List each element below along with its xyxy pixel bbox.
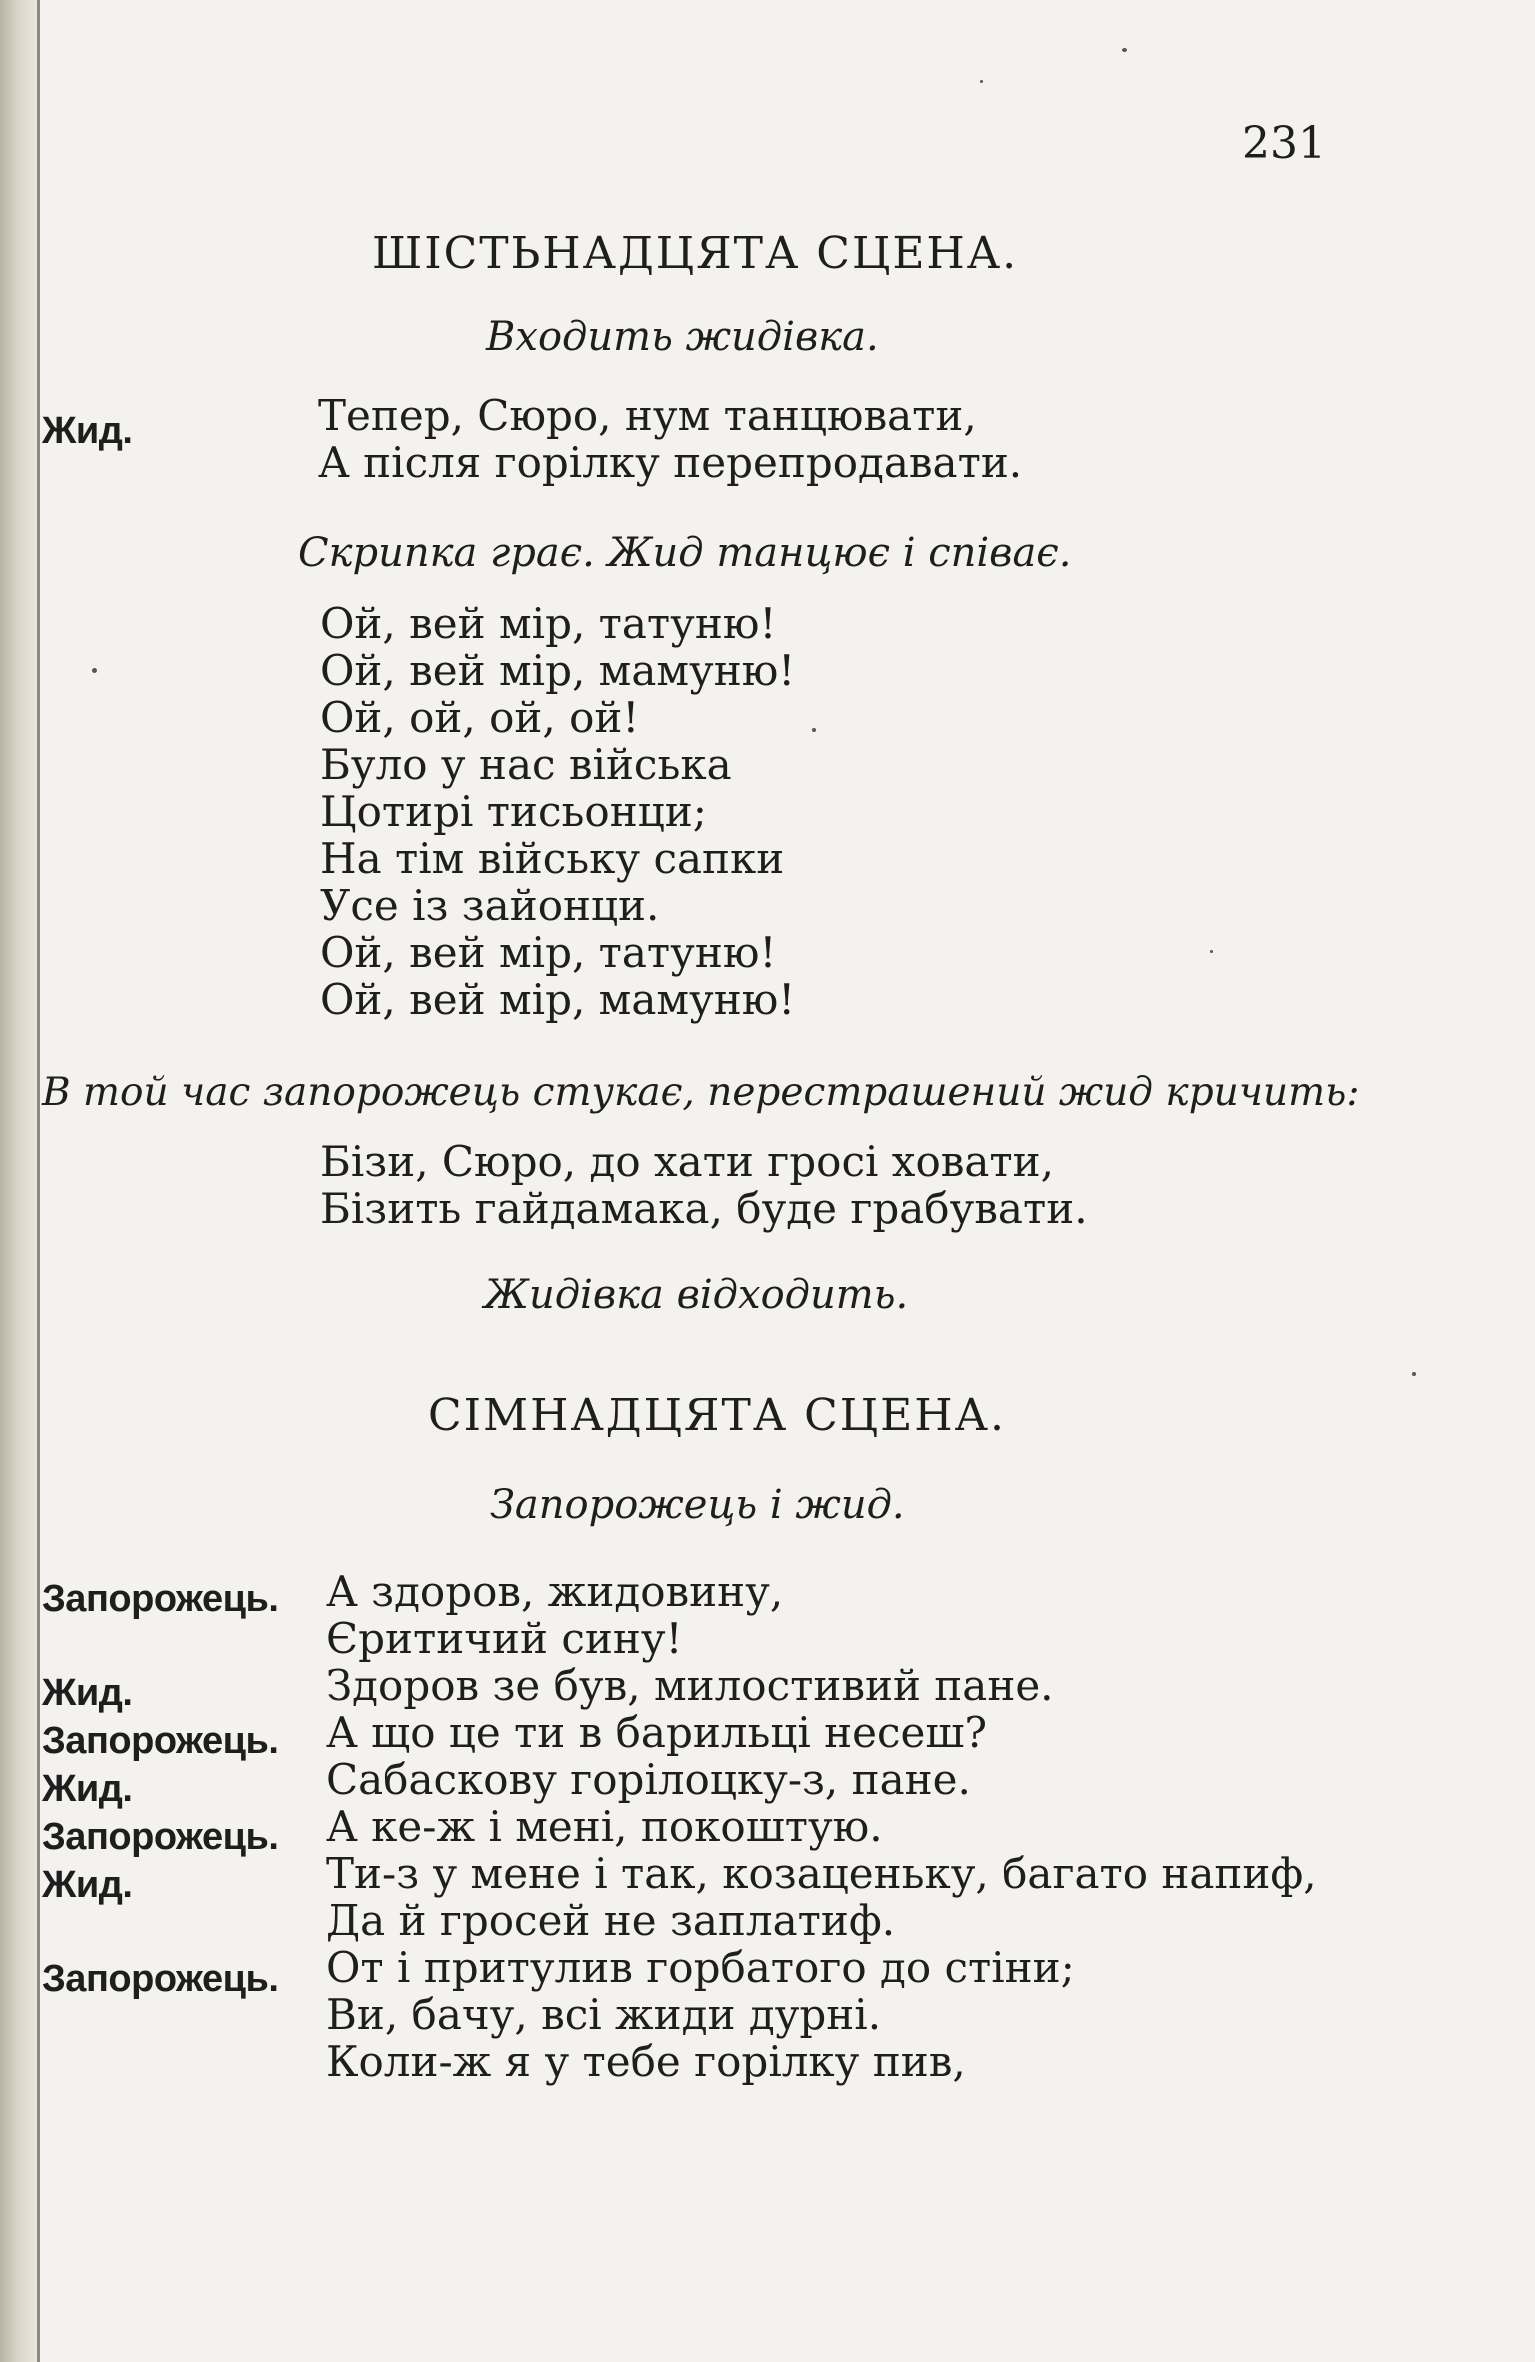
song-line: Ой, вей мір, мамуню! bbox=[320, 646, 796, 695]
speech-block bbox=[326, 1568, 783, 1662]
speech-block bbox=[326, 1662, 1054, 1709]
verse-line: Да й гросей не заплатиф. bbox=[326, 1896, 896, 1945]
verse-line: Здоров зе був, милостивий пане. bbox=[326, 1661, 1054, 1710]
verse-line: А що це ти в барильці несеш? bbox=[326, 1708, 987, 1757]
speaker-label: Запорожець. bbox=[42, 1578, 279, 1620]
song-line: Ой, ой, ой, ой! bbox=[320, 693, 640, 742]
song-block bbox=[320, 600, 795, 1023]
speck bbox=[1122, 48, 1127, 52]
speech-block bbox=[326, 1803, 883, 1850]
song-line: Ой, вей мір, мамуню! bbox=[320, 975, 796, 1024]
speaker-label: Запорожець. bbox=[42, 1816, 279, 1858]
song-line: Усе із зайонци. bbox=[320, 881, 660, 930]
speck bbox=[812, 728, 816, 732]
speck bbox=[1210, 950, 1213, 953]
verse-line: А після горілку перепродавати. bbox=[318, 438, 1023, 487]
verse-line: Сабаскову горілоцку-з, пане. bbox=[326, 1755, 971, 1804]
speck bbox=[980, 80, 983, 83]
scene-17-title: СІМНАДЦЯТА СЦЕНА. bbox=[428, 1390, 1006, 1441]
verse-line: Тепер, Сюро, нум танцювати, bbox=[318, 391, 977, 440]
verse-line: Ви, бачу, всі жиди дурні. bbox=[326, 1990, 882, 2039]
stage-direction-knock: В той час запорожець стукає, перестрашений жид кричить: bbox=[42, 1070, 1360, 1115]
speaker-label: Жид. bbox=[42, 1672, 133, 1714]
stage-direction-exit: Жидівка відходить. bbox=[484, 1272, 909, 1318]
song-line: Було у нас війська bbox=[320, 740, 732, 789]
verse-line: Бізи, Сюро, до хати гросі ховати, bbox=[320, 1137, 1054, 1186]
speech-block bbox=[326, 1944, 1075, 2085]
verse-line: А ке-ж і мені, покоштую. bbox=[326, 1802, 883, 1851]
verse-line: Ти-з у мене і так, козаценьку, багато напиф, bbox=[326, 1849, 1317, 1898]
song-line: Цотирі тисьонци; bbox=[320, 787, 707, 836]
speaker-label: Жид. bbox=[42, 410, 133, 452]
speaker-label: Запорожець. bbox=[42, 1720, 279, 1762]
page-number: 231 bbox=[1242, 118, 1326, 169]
verse-line: Коли-ж я у тебе горілку пив, bbox=[326, 2037, 966, 2086]
scene-16-title: ШІСТЬНАДЦЯТА СЦЕНА. bbox=[372, 228, 1019, 279]
speech-block bbox=[318, 392, 1022, 486]
speech-block bbox=[326, 1709, 987, 1756]
stage-direction-enter: Запорожець і жид. bbox=[490, 1482, 905, 1528]
book-gutter bbox=[0, 0, 38, 2362]
speaker-label: Жид. bbox=[42, 1864, 133, 1906]
song-line: Ой, вей мір, татуню! bbox=[320, 599, 777, 648]
stage-direction-music: Скрипка грає. Жид танцює і співає. bbox=[298, 530, 1072, 576]
verse-line: Єритичий сину! bbox=[326, 1614, 683, 1663]
verse-line: Бізить гайдамака, буде грабувати. bbox=[320, 1184, 1088, 1233]
speck bbox=[1412, 1372, 1416, 1376]
verse-line: А здоров, жидовину, bbox=[326, 1567, 784, 1616]
stage-direction-enter: Входить жидівка. bbox=[486, 314, 879, 360]
song-line: На тім війську сапки bbox=[320, 834, 785, 883]
speech-block bbox=[320, 1138, 1088, 1232]
speaker-label: Жид. bbox=[42, 1768, 133, 1810]
speck bbox=[92, 668, 97, 673]
speech-block bbox=[326, 1756, 971, 1803]
speaker-label: Запорожець. bbox=[42, 1958, 279, 2000]
verse-line: От і притулив горбатого до стіни; bbox=[326, 1943, 1075, 1992]
song-line: Ой, вей мір, татуню! bbox=[320, 928, 777, 977]
gutter-edge bbox=[37, 0, 40, 2362]
speech-block bbox=[326, 1850, 1317, 1944]
